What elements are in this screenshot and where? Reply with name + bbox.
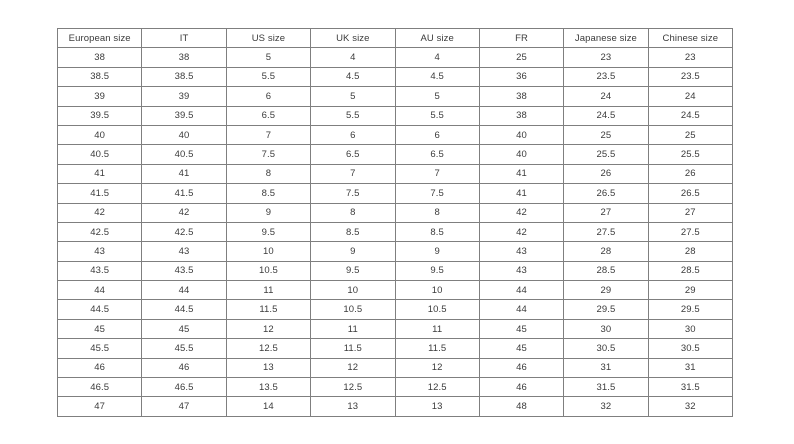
table-cell: 45.5 bbox=[142, 339, 226, 358]
table-cell: 42 bbox=[142, 203, 226, 222]
table-row bbox=[58, 242, 733, 261]
table-cell: 7 bbox=[226, 125, 310, 144]
table-cell: 31 bbox=[564, 358, 648, 377]
table-cell: 5.5 bbox=[226, 67, 310, 86]
size-table-header bbox=[58, 29, 733, 48]
table-cell: 32 bbox=[648, 397, 732, 416]
table-cell: 5.5 bbox=[311, 106, 395, 125]
table-cell: 41.5 bbox=[142, 184, 226, 203]
table-row bbox=[58, 203, 733, 222]
table-cell: 44 bbox=[479, 300, 563, 319]
table-cell: 14 bbox=[226, 397, 310, 416]
table-cell: 12.5 bbox=[395, 378, 479, 397]
table-cell: 4.5 bbox=[395, 67, 479, 86]
table-cell: 31.5 bbox=[648, 378, 732, 397]
table-cell: 5 bbox=[311, 87, 395, 106]
table-cell: 28 bbox=[648, 242, 732, 261]
column-header: UK size bbox=[311, 29, 395, 48]
table-cell: 30 bbox=[564, 319, 648, 338]
table-cell: 44.5 bbox=[58, 300, 142, 319]
shoe-size-conversion-table bbox=[57, 28, 733, 417]
table-row bbox=[58, 48, 733, 67]
table-cell: 25.5 bbox=[564, 145, 648, 164]
table-cell: 36 bbox=[479, 67, 563, 86]
table-cell: 7 bbox=[395, 164, 479, 183]
table-cell: 32 bbox=[564, 397, 648, 416]
table-cell: 12 bbox=[226, 319, 310, 338]
column-header: IT bbox=[142, 29, 226, 48]
table-cell: 40.5 bbox=[58, 145, 142, 164]
table-cell: 29 bbox=[648, 281, 732, 300]
table-row bbox=[58, 319, 733, 338]
table-cell: 41 bbox=[479, 164, 563, 183]
table-cell: 43 bbox=[479, 261, 563, 280]
table-cell: 38 bbox=[479, 106, 563, 125]
table-cell: 41 bbox=[479, 184, 563, 203]
table-row bbox=[58, 281, 733, 300]
table-cell: 39 bbox=[58, 87, 142, 106]
table-cell: 30.5 bbox=[564, 339, 648, 358]
table-cell: 44.5 bbox=[142, 300, 226, 319]
column-header: US size bbox=[226, 29, 310, 48]
table-cell: 46 bbox=[142, 358, 226, 377]
table-cell: 23.5 bbox=[648, 67, 732, 86]
table-cell: 47 bbox=[58, 397, 142, 416]
table-cell: 42.5 bbox=[142, 222, 226, 241]
table-cell: 7.5 bbox=[226, 145, 310, 164]
table-cell: 25 bbox=[564, 125, 648, 144]
table-cell: 30 bbox=[648, 319, 732, 338]
table-row bbox=[58, 300, 733, 319]
table-cell: 23 bbox=[564, 48, 648, 67]
table-cell: 29.5 bbox=[648, 300, 732, 319]
table-cell: 42.5 bbox=[58, 222, 142, 241]
table-cell: 29 bbox=[564, 281, 648, 300]
table-cell: 6.5 bbox=[311, 145, 395, 164]
table-cell: 25 bbox=[648, 125, 732, 144]
table-cell: 40 bbox=[479, 125, 563, 144]
table-cell: 29.5 bbox=[564, 300, 648, 319]
table-cell: 24 bbox=[564, 87, 648, 106]
table-cell: 27 bbox=[648, 203, 732, 222]
table-cell: 27.5 bbox=[564, 222, 648, 241]
table-cell: 43.5 bbox=[58, 261, 142, 280]
header-row bbox=[58, 29, 733, 48]
table-cell: 41 bbox=[58, 164, 142, 183]
table-cell: 11.5 bbox=[395, 339, 479, 358]
table-cell: 9 bbox=[311, 242, 395, 261]
column-header: Japanese size bbox=[564, 29, 648, 48]
table-cell: 31 bbox=[648, 358, 732, 377]
table-cell: 9.5 bbox=[226, 222, 310, 241]
table-cell: 6 bbox=[311, 125, 395, 144]
table-cell: 43.5 bbox=[142, 261, 226, 280]
table-cell: 38 bbox=[479, 87, 563, 106]
table-cell: 46 bbox=[479, 358, 563, 377]
table-cell: 45 bbox=[479, 339, 563, 358]
table-row bbox=[58, 261, 733, 280]
table-cell: 40.5 bbox=[142, 145, 226, 164]
table-cell: 38 bbox=[142, 48, 226, 67]
table-cell: 47 bbox=[142, 397, 226, 416]
table-cell: 10 bbox=[311, 281, 395, 300]
table-cell: 8.5 bbox=[311, 222, 395, 241]
table-cell: 5 bbox=[395, 87, 479, 106]
table-cell: 9.5 bbox=[311, 261, 395, 280]
table-cell: 45 bbox=[58, 319, 142, 338]
table-cell: 38.5 bbox=[58, 67, 142, 86]
table-cell: 25 bbox=[479, 48, 563, 67]
table-cell: 12.5 bbox=[311, 378, 395, 397]
table-cell: 10.5 bbox=[311, 300, 395, 319]
table-cell: 13.5 bbox=[226, 378, 310, 397]
table-cell: 11 bbox=[395, 319, 479, 338]
table-row bbox=[58, 339, 733, 358]
table-cell: 41.5 bbox=[58, 184, 142, 203]
table-cell: 40 bbox=[58, 125, 142, 144]
table-row bbox=[58, 145, 733, 164]
table-cell: 8 bbox=[226, 164, 310, 183]
table-cell: 13 bbox=[311, 397, 395, 416]
table-cell: 45 bbox=[142, 319, 226, 338]
table-cell: 25.5 bbox=[648, 145, 732, 164]
table-cell: 39.5 bbox=[58, 106, 142, 125]
column-header: FR bbox=[479, 29, 563, 48]
table-cell: 10 bbox=[226, 242, 310, 261]
table-cell: 26 bbox=[648, 164, 732, 183]
table-cell: 26.5 bbox=[648, 184, 732, 203]
table-cell: 7.5 bbox=[395, 184, 479, 203]
table-cell: 4 bbox=[395, 48, 479, 67]
table-row bbox=[58, 358, 733, 377]
table-cell: 13 bbox=[226, 358, 310, 377]
table-cell: 38 bbox=[58, 48, 142, 67]
table-cell: 24 bbox=[648, 87, 732, 106]
table-row bbox=[58, 125, 733, 144]
table-cell: 28.5 bbox=[648, 261, 732, 280]
table-cell: 7.5 bbox=[311, 184, 395, 203]
table-cell: 40 bbox=[142, 125, 226, 144]
table-cell: 46.5 bbox=[58, 378, 142, 397]
table-cell: 6 bbox=[226, 87, 310, 106]
table-cell: 8 bbox=[395, 203, 479, 222]
table-cell: 44 bbox=[142, 281, 226, 300]
table-cell: 11.5 bbox=[226, 300, 310, 319]
table-cell: 23.5 bbox=[564, 67, 648, 86]
table-cell: 9 bbox=[395, 242, 479, 261]
table-cell: 11 bbox=[311, 319, 395, 338]
table-row bbox=[58, 184, 733, 203]
table-cell: 39.5 bbox=[142, 106, 226, 125]
table-row bbox=[58, 67, 733, 86]
table-cell: 28 bbox=[564, 242, 648, 261]
table-cell: 26.5 bbox=[564, 184, 648, 203]
table-cell: 10.5 bbox=[226, 261, 310, 280]
table-cell: 39 bbox=[142, 87, 226, 106]
table-cell: 10.5 bbox=[395, 300, 479, 319]
column-header: European size bbox=[58, 29, 142, 48]
table-row bbox=[58, 164, 733, 183]
table-cell: 24.5 bbox=[564, 106, 648, 125]
table-cell: 6.5 bbox=[226, 106, 310, 125]
table-cell: 13 bbox=[395, 397, 479, 416]
table-cell: 40 bbox=[479, 145, 563, 164]
table-cell: 8 bbox=[311, 203, 395, 222]
table-cell: 43 bbox=[58, 242, 142, 261]
table-row bbox=[58, 106, 733, 125]
table-cell: 12 bbox=[395, 358, 479, 377]
table-cell: 45 bbox=[479, 319, 563, 338]
table-cell: 6.5 bbox=[395, 145, 479, 164]
table-cell: 44 bbox=[58, 281, 142, 300]
table-row bbox=[58, 87, 733, 106]
table-cell: 9.5 bbox=[395, 261, 479, 280]
table-cell: 27.5 bbox=[648, 222, 732, 241]
table-cell: 27 bbox=[564, 203, 648, 222]
table-cell: 24.5 bbox=[648, 106, 732, 125]
table-cell: 9 bbox=[226, 203, 310, 222]
table-cell: 42 bbox=[58, 203, 142, 222]
table-cell: 4 bbox=[311, 48, 395, 67]
table-cell: 38.5 bbox=[142, 67, 226, 86]
table-cell: 48 bbox=[479, 397, 563, 416]
table-row bbox=[58, 378, 733, 397]
table-row bbox=[58, 397, 733, 416]
table-cell: 28.5 bbox=[564, 261, 648, 280]
table-cell: 41 bbox=[142, 164, 226, 183]
column-header: AU size bbox=[395, 29, 479, 48]
size-table-body bbox=[58, 48, 733, 416]
table-cell: 6 bbox=[395, 125, 479, 144]
table-cell: 5 bbox=[226, 48, 310, 67]
table-cell: 11 bbox=[226, 281, 310, 300]
table-cell: 42 bbox=[479, 203, 563, 222]
table-cell: 4.5 bbox=[311, 67, 395, 86]
table-cell: 42 bbox=[479, 222, 563, 241]
table-cell: 12.5 bbox=[226, 339, 310, 358]
table-row bbox=[58, 222, 733, 241]
table-cell: 5.5 bbox=[395, 106, 479, 125]
table-cell: 26 bbox=[564, 164, 648, 183]
table-cell: 8.5 bbox=[395, 222, 479, 241]
table-cell: 43 bbox=[479, 242, 563, 261]
table-cell: 11.5 bbox=[311, 339, 395, 358]
table-cell: 8.5 bbox=[226, 184, 310, 203]
table-cell: 12 bbox=[311, 358, 395, 377]
table-cell: 46 bbox=[479, 378, 563, 397]
table-cell: 23 bbox=[648, 48, 732, 67]
table-cell: 46 bbox=[58, 358, 142, 377]
column-header: Chinese size bbox=[648, 29, 732, 48]
table-cell: 44 bbox=[479, 281, 563, 300]
table-cell: 45.5 bbox=[58, 339, 142, 358]
table-cell: 46.5 bbox=[142, 378, 226, 397]
table-cell: 31.5 bbox=[564, 378, 648, 397]
table-cell: 7 bbox=[311, 164, 395, 183]
table-cell: 43 bbox=[142, 242, 226, 261]
table-cell: 10 bbox=[395, 281, 479, 300]
table-cell: 30.5 bbox=[648, 339, 732, 358]
